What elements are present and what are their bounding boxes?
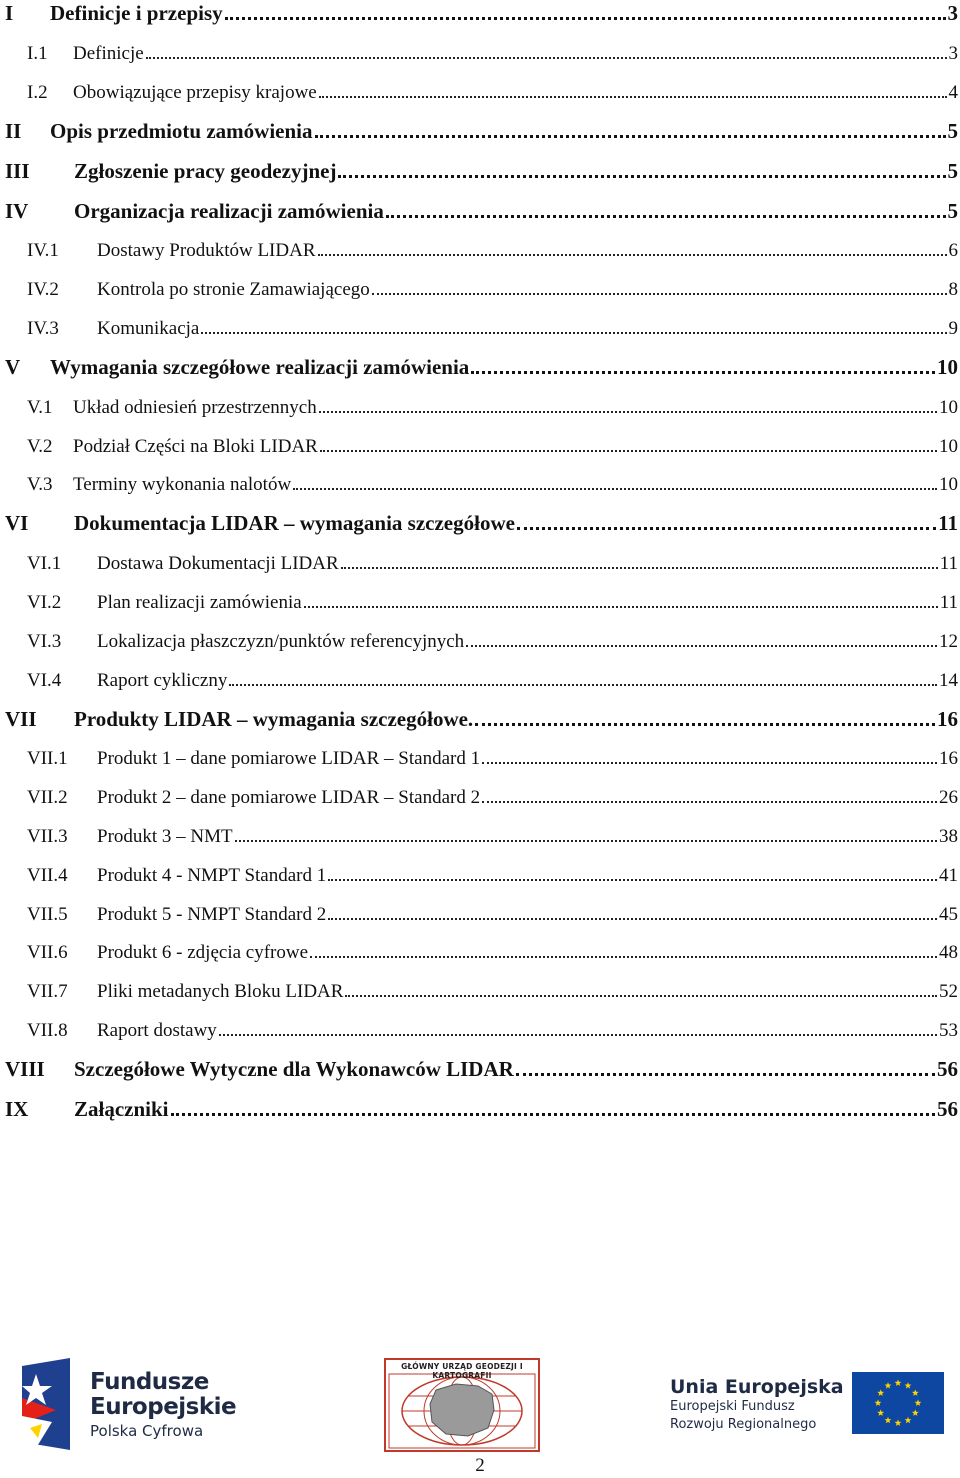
toc-entry-title: Produkt 2 – dane pomiarowe LIDAR – Standard 2 xyxy=(97,787,481,809)
toc-entry[interactable] xyxy=(0,900,960,924)
eu-star xyxy=(912,1409,919,1416)
toc-entry-page: 10 xyxy=(939,396,958,418)
toc-dot-leader xyxy=(386,214,946,218)
page-number: 2 xyxy=(475,1455,485,1476)
toc-entry-number: VI.4 xyxy=(27,669,62,691)
eu-flag-icon xyxy=(852,1372,944,1434)
eu-star xyxy=(875,1399,882,1406)
toc-dot-leader xyxy=(338,174,945,178)
toc-dot-leader xyxy=(319,95,947,98)
toc-entry-title: Pliki metadanych Bloku LIDAR xyxy=(97,981,344,1003)
toc-entry-number: VII.3 xyxy=(27,826,68,847)
toc-entry-number: V.1 xyxy=(27,396,53,418)
toc-entry-title: Raport dostawy xyxy=(97,1020,217,1041)
toc-entry-title: Produkt 3 – NMT xyxy=(97,826,233,847)
toc-entry-title: Produkty LIDAR – wymagania szczegółowe. xyxy=(74,706,474,731)
toc-dot-leader xyxy=(293,487,937,490)
toc-entry-title: Kontrola po stronie Zamawiającego xyxy=(97,279,370,301)
toc-entry-title: Definicje i przepisy xyxy=(50,1,223,25)
toc-entry[interactable] xyxy=(0,783,960,807)
toc-entry-title: Organizacja realizacji zamówienia xyxy=(74,198,384,223)
ue-line3: Rozwoju Regionalnego xyxy=(670,1417,817,1432)
toc-entry-title: Obowiązujące przepisy krajowe xyxy=(73,81,317,103)
toc-entry[interactable] xyxy=(0,39,960,63)
toc-entry-title: Układ odniesień przestrzennych xyxy=(73,396,317,418)
toc-entry-number: I.1 xyxy=(27,42,48,64)
toc-entry-number: V.3 xyxy=(27,474,53,496)
toc-entry[interactable] xyxy=(0,158,960,182)
toc-entry[interactable] xyxy=(0,470,960,494)
toc-entry[interactable] xyxy=(0,510,960,534)
toc-dot-leader xyxy=(328,917,937,920)
toc-entry-title: Definicje xyxy=(73,42,144,64)
toc-dot-leader xyxy=(219,1033,937,1036)
toc-entry-page: 41 xyxy=(939,864,958,886)
eu-star xyxy=(885,1382,892,1389)
toc-entry-number: VII.8 xyxy=(27,1020,68,1041)
toc-entry-title: Plan realizacji zamówienia xyxy=(97,592,302,613)
toc-dot-leader xyxy=(517,526,936,530)
toc-entry-title: Produkt 4 - NMPT Standard 1 xyxy=(97,864,327,886)
eu-star xyxy=(877,1389,884,1396)
ue-line1: Unia Europejska xyxy=(670,1376,844,1398)
fe-star-icon xyxy=(22,1358,70,1450)
toc-dot-leader xyxy=(201,331,946,334)
toc-entry-title: Dokumentacja LIDAR – wymagania szczegółowe xyxy=(74,511,515,536)
toc-entry-page: 16 xyxy=(939,748,958,770)
toc-entry-number: VII.5 xyxy=(27,903,68,925)
toc-entry-page: 3 xyxy=(948,42,958,64)
toc-entry[interactable] xyxy=(0,354,960,378)
toc-entry-number: IV.2 xyxy=(27,279,59,301)
toc-dot-leader xyxy=(471,370,935,374)
unia-europejska-logo xyxy=(670,1370,945,1440)
toc-dot-leader xyxy=(304,605,938,608)
fundusze-europejskie-logo xyxy=(22,1358,252,1453)
toc-entry[interactable] xyxy=(0,627,960,651)
toc-entry-number: VII.6 xyxy=(27,942,68,964)
toc-entry-page: 9 xyxy=(948,318,958,339)
toc-entry-page: 45 xyxy=(939,903,958,925)
toc-entry[interactable] xyxy=(0,1096,960,1120)
toc-dot-leader xyxy=(320,449,937,452)
toc-entry-page: 53 xyxy=(939,1020,958,1041)
eu-star xyxy=(915,1399,922,1406)
eu-star xyxy=(905,1382,912,1389)
toc-entry-title: Produkt 5 - NMPT Standard 2 xyxy=(97,903,327,925)
toc-dot-leader xyxy=(372,292,947,295)
toc-entry-number: I xyxy=(5,1,14,25)
toc-entry[interactable] xyxy=(0,744,960,768)
toc-dot-leader xyxy=(328,878,937,881)
toc-dot-leader xyxy=(146,56,947,59)
toc-dot-leader xyxy=(318,253,947,256)
toc-entry-number: VII.7 xyxy=(27,981,68,1003)
toc-entry[interactable] xyxy=(0,78,960,102)
toc-entry[interactable] xyxy=(0,549,960,573)
toc-entry-title: Lokalizacja płaszczyzn/punktów referencyjnych xyxy=(97,630,465,652)
toc-entry-number: VI xyxy=(5,511,29,536)
toc-entry-page: 38 xyxy=(939,826,958,847)
toc-entry[interactable] xyxy=(0,861,960,885)
toc-entry-number: III xyxy=(5,158,30,183)
toc-entry-page: 56 xyxy=(937,1097,958,1121)
toc-dot-leader xyxy=(475,722,935,726)
toc-entry-number: VI.1 xyxy=(27,553,62,575)
toc-entry-number: VIII xyxy=(5,1057,45,1081)
toc-entry-page: 56 xyxy=(937,1057,958,1081)
toc-entry[interactable] xyxy=(0,588,960,612)
toc-dot-leader xyxy=(225,16,946,20)
toc-entry-title: Wymagania szczegółowe realizacji zamówienia xyxy=(50,355,470,379)
toc-entry-title: Szczegółowe Wytyczne dla Wykonawców LIDAR xyxy=(74,1057,514,1081)
toc-entry-number: VII.4 xyxy=(27,864,68,886)
toc-entry[interactable] xyxy=(0,0,960,24)
toc-entry-title: Podział Części na Bloki LIDAR xyxy=(73,435,318,457)
toc-entry[interactable] xyxy=(0,198,960,222)
toc-entry[interactable] xyxy=(0,314,960,338)
toc-entry-page: 10 xyxy=(939,435,958,457)
toc-dot-leader xyxy=(229,683,937,686)
toc-entry[interactable] xyxy=(0,236,960,260)
toc-dot-leader xyxy=(466,644,937,647)
eu-star xyxy=(912,1389,919,1396)
toc-entry-page: 4 xyxy=(948,81,958,103)
toc-entry-page: 5 xyxy=(947,198,958,223)
toc-entry[interactable] xyxy=(0,393,960,417)
toc-dot-leader xyxy=(319,410,937,413)
fe-line2: Europejskie xyxy=(90,1394,237,1420)
toc-entry-number: IX xyxy=(5,1097,29,1121)
toc-entry-page: 48 xyxy=(939,942,958,964)
gugik-text: GŁÓWNY URZĄD GEODEZJI I KARTOGRAFII xyxy=(401,1362,523,1380)
toc-entry-page: 14 xyxy=(939,669,958,691)
toc-entry-page: 3 xyxy=(947,1,958,25)
toc-entry-page: 52 xyxy=(939,981,958,1003)
toc-entry-page: 11 xyxy=(939,553,958,575)
toc-entry-title: Terminy wykonania nalotów xyxy=(73,474,292,496)
toc-entry[interactable] xyxy=(0,1016,960,1040)
toc-entry-number: V xyxy=(5,355,21,379)
toc-entry-number: V.2 xyxy=(27,435,53,457)
toc-entry-title: Zgłoszenie pracy geodezyjnej xyxy=(74,158,337,183)
toc-dot-leader xyxy=(341,566,938,569)
toc-entry[interactable] xyxy=(0,275,960,299)
toc-entry-page: 8 xyxy=(948,279,958,301)
toc-dot-leader xyxy=(315,134,946,138)
toc-entry-title: Opis przedmiotu zamówienia xyxy=(50,118,313,143)
toc-dot-leader xyxy=(516,1072,935,1076)
toc-dot-leader xyxy=(345,994,937,997)
toc-entry-number: VII.1 xyxy=(27,748,68,770)
eu-star xyxy=(885,1417,892,1424)
toc-entry-title: Raport cykliczny xyxy=(97,669,228,691)
toc-entry[interactable] xyxy=(0,822,960,846)
toc-entry-title: Komunikacja xyxy=(97,318,200,339)
toc-entry-number: VII xyxy=(5,706,37,731)
toc-entry-title: Dostawa Dokumentacji LIDAR xyxy=(97,553,339,575)
toc-entry-page: 11 xyxy=(939,592,958,613)
toc-dot-leader xyxy=(171,1112,935,1116)
eu-star xyxy=(895,1379,902,1386)
toc-entry[interactable] xyxy=(0,666,960,690)
toc-entry-page: 10 xyxy=(937,355,958,379)
footer-logos xyxy=(0,1350,960,1460)
toc-entry-page: 11 xyxy=(938,511,958,536)
toc-dot-leader xyxy=(482,761,937,764)
toc-dot-leader xyxy=(310,955,937,958)
toc-entry[interactable] xyxy=(0,432,960,456)
toc-entry-page: 6 xyxy=(948,240,958,262)
toc-entry-title: Produkt 1 – dane pomiarowe LIDAR – Standard 1 xyxy=(97,748,481,770)
toc-entry-number: I.2 xyxy=(27,81,48,103)
toc-entry-page: 10 xyxy=(939,474,958,496)
toc-entry-page: 5 xyxy=(947,118,958,143)
toc-dot-leader xyxy=(482,800,937,803)
toc-entry-number: VI.2 xyxy=(27,592,62,613)
eu-star xyxy=(877,1409,884,1416)
toc-entry-number: VII.2 xyxy=(27,787,68,809)
toc-entry-number: IV.1 xyxy=(27,240,59,262)
toc-entry-number: IV.3 xyxy=(27,318,59,339)
toc-entry[interactable] xyxy=(0,977,960,1001)
eu-star xyxy=(895,1419,902,1426)
toc-entry-title: Załączniki xyxy=(74,1097,169,1121)
toc-entry-title: Dostawy Produktów LIDAR xyxy=(97,240,316,262)
toc-entry[interactable] xyxy=(0,706,960,730)
ue-line2: Europejski Fundusz xyxy=(670,1399,795,1414)
toc-entry-number: II xyxy=(5,118,22,143)
toc-entry[interactable] xyxy=(0,938,960,962)
toc-entry[interactable] xyxy=(0,1056,960,1080)
toc-entry-page: 16 xyxy=(937,706,958,731)
fe-line1: Fundusze xyxy=(90,1369,209,1395)
gugik-logo xyxy=(384,1358,540,1452)
eu-star xyxy=(905,1417,912,1424)
toc-entry[interactable] xyxy=(0,118,960,142)
toc-entry-page: 12 xyxy=(939,630,958,652)
toc-entry-number: VI.3 xyxy=(27,630,62,652)
toc-entry-page: 26 xyxy=(939,787,958,809)
toc-entry-page: 5 xyxy=(947,158,958,183)
toc-entry-title: Produkt 6 - zdjęcia cyfrowe xyxy=(97,942,309,964)
toc-dot-leader xyxy=(235,839,937,842)
fe-line3: Polska Cyfrowa xyxy=(90,1422,204,1440)
toc-entry-number: IV xyxy=(5,198,29,223)
